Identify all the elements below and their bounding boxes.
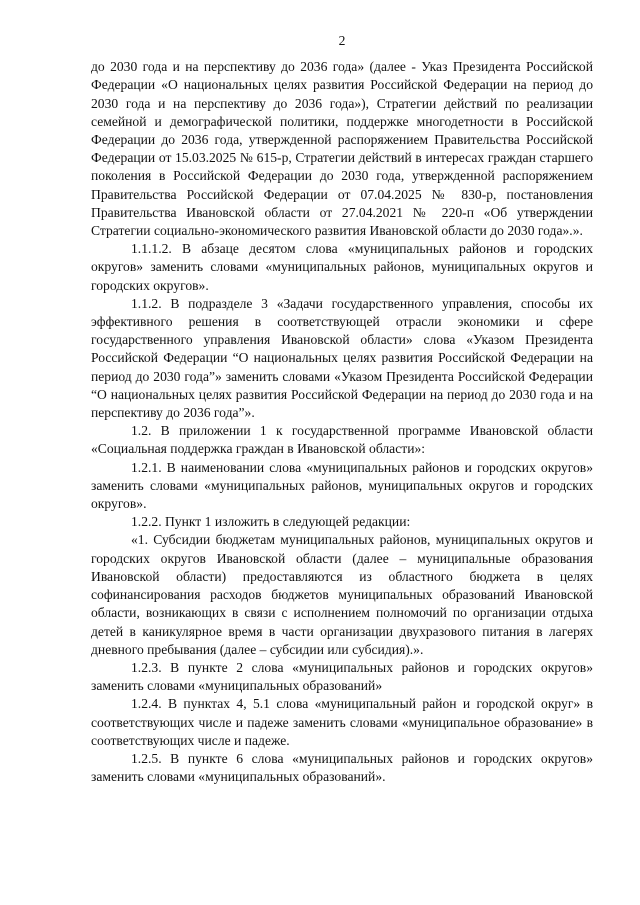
paragraph-subsidies-clause: «1. Субсидии бюджетам муниципальных районов, муниципальных округов и городских округов Ивановской области (далее – муниципальные образования Ивановской области) предоставляются из областного бюджета в целях софинансирования расходов бюджетов муниципальных образований Ивановской области, возникающих в связи с исполнением полномочий по организации отдыха детей в каникулярное время в части организации двухразового питания в лагерях дневного пребывания (далее – субсидии или субсидия).». — [91, 532, 593, 657]
paragraph-1-2-2: 1.2.2. Пункт 1 изложить в следующей редакции: — [131, 514, 411, 530]
page-number: 2 — [338, 33, 346, 48]
paragraph-1-1-1-2: 1.1.1.2. В абзаце десятом слова «муниципальных районов и городских округов» заменить словами «муниципальных районов, муниципальных округов и городских округов». — [91, 241, 593, 293]
paragraph-1-2: 1.2. В приложении 1 к государственной программе Ивановской области «Социальная поддержка граждан в Ивановской области»: — [91, 423, 593, 457]
paragraph-1-2-3: 1.2.3. В пункте 2 слова «муниципальных районов и городских округов» заменить словами «муниципальных образований» — [91, 659, 593, 694]
paragraph-strategy-references: до 2030 года и на перспективу до 2036 года» (далее - Указ Президента Российской Федерации «О национальных целях развития Российской Федерации на период до 2030 года и на перспективу до 2036 года»), Стратегии действий по реализации семейной и демографической политики, поддержке многодетности в Российской Федерации до 2036 года, утвержденной распоряжением Правительства Российской Федерации от 15.03.2025 № 615-р, Стратегии действий в интересах граждан старшего поколения в Российской Федерации до 2030 года, утвержденной распоряжением Правительства Российской Федерации от 07.04.2025 № 830-р, постановления Правительства Ивановской области от 27.04.2021 № 220-п «Об утверждении Стратегии социально-экономического развития Ивановской области до 2030 года».». — [91, 59, 593, 239]
paragraph-1-2-5: 1.2.5. В пункте 6 слова «муниципальных районов и городских округов» заменить словами «муниципальных образований». — [91, 750, 593, 785]
paragraph-1-1-2: 1.1.2. В подразделе 3 «Задачи государственного управления, способы их эффективного решения в соответствующей отрасли экономики и сфере государственного управления Ивановской области» слова «Указом Президента Российской Федерации “О национальных целях развития Российской Федерации на период до 2030 года”» заменить словами «Указом Президента Российской Федерации “О национальных целях развития Российской Федерации на период до 2030 года и на перспективу до 2036 года”». — [91, 295, 593, 421]
paragraph-1-2-1: 1.2.1. В наименовании слова «муниципальных районов и городских округов» заменить словами «муниципальных районов, муниципальных округов и городских округов». — [91, 459, 593, 512]
paragraph-1-2-4: 1.2.4. В пунктах 4, 5.1 слова «муниципальный район и городской округ» в соответствующих числе и падеже заменить словами «муниципальное образование» в соответствующих числе и падеже. — [91, 696, 593, 748]
